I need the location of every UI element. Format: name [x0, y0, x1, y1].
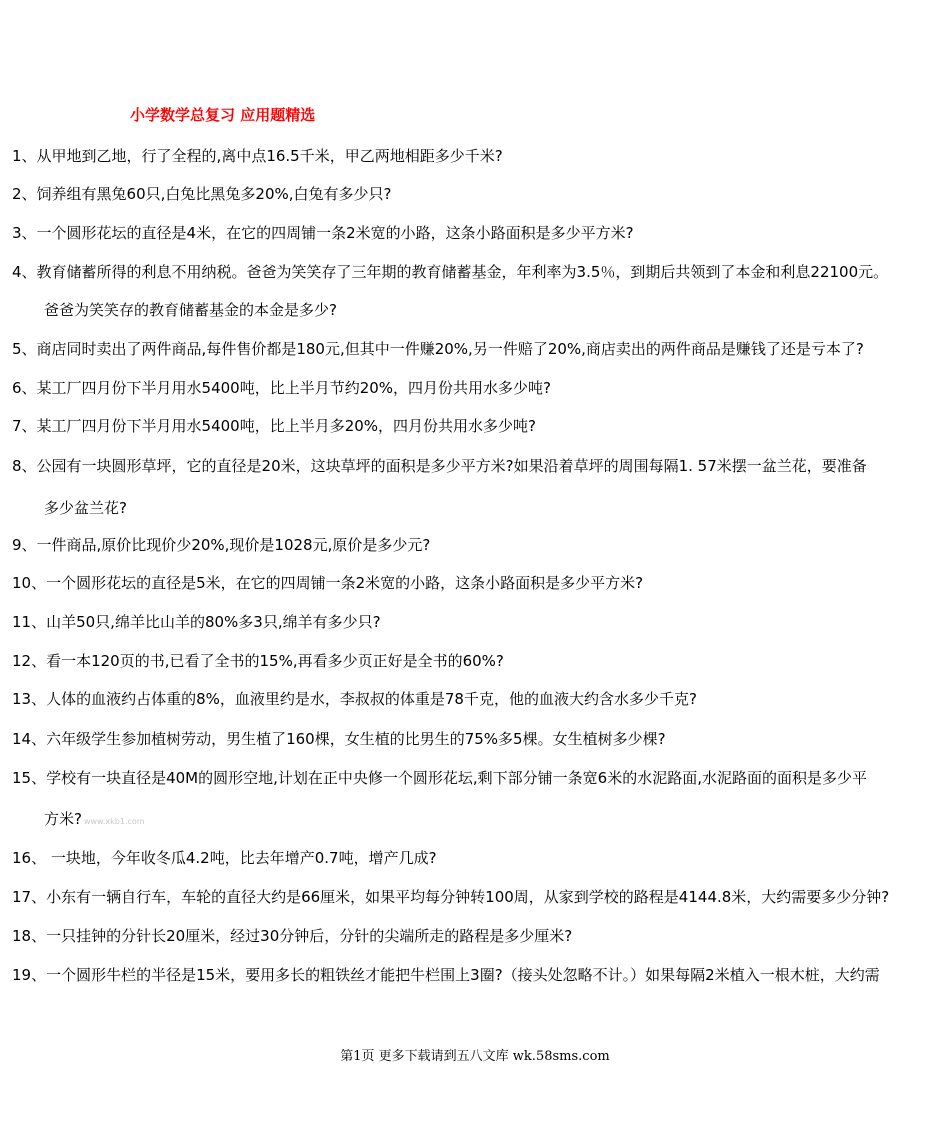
- question-17: 17、小东有一辆自行车，车轮的直径大约是66厘米，如果平均每分钟转100周，从家到学校的路程是4144.8米，大约需要多少分钟?: [12, 888, 890, 906]
- question-5: 5、商店同时卖出了两件商品,每件售价都是180元,但其中一件赚20%,另一件赔了20%,商店卖出的两件商品是赚钱了还是亏本了?: [12, 340, 864, 358]
- question-7: 7、某工厂四月份下半月用水5400吨，比上半月多20%，四月份共用水多少吨?: [12, 417, 537, 435]
- question-18: 18、一只挂钟的分针长20厘米，经过30分钟后，分针的尖端所走的路程是多少厘米?: [12, 927, 573, 945]
- document-title: 小学数学总复习 应用题精选: [130, 106, 316, 124]
- question-11: 11、山羊50只,绵羊比山羊的80%多3只,绵羊有多少只?: [12, 613, 381, 631]
- question-15-continuation-text: 方米?: [44, 810, 82, 828]
- question-2: 2、饲养组有黑兔60只,白兔比黑兔多20%,白兔有多少只?: [12, 185, 392, 203]
- question-12: 12、看一本120页的书,已看了全书的15%,再看多少页正好是全书的60%?: [12, 652, 504, 670]
- question-14: 14、六年级学生参加植树劳动，男生植了160棵，女生植的比男生的75%多5棵。女生植树多少棵?: [12, 730, 666, 748]
- page-footer: 第1页 更多下载请到五八文库 wk.58sms.com: [340, 1049, 610, 1064]
- question-16: 16、 一块地，今年收冬瓜4.2吨，比去年增产0.7吨，增产几成?: [12, 849, 437, 867]
- question-6: 6、某工厂四月份下半月用水5400吨，比上半月节约20%，四月份共用水多少吨?: [12, 379, 552, 397]
- question-13: 13、人体的血液约占体重的8%，血液里约是水，李叔叔的体重是78千克，他的血液大约含水多少千克?: [12, 690, 697, 708]
- question-8-continuation: 多少盆兰花?: [44, 499, 127, 517]
- question-15-continuation: [44, 809, 145, 832]
- question-1: 1、从甲地到乙地，行了全程的,离中点16.5千米，甲乙两地相距多少千米?: [12, 147, 503, 165]
- question-19: 19、一个圆形牛栏的半径是15米，要用多长的粗铁丝才能把牛栏围上3圈?（接头处忽略不计。）如果每隔2米植入一根木桩，大约需: [12, 966, 880, 984]
- question-9: 9、一件商品,原价比现价少20%,现价是1028元,原价是多少元?: [12, 536, 431, 554]
- question-8: 8、公园有一块圆形草坪，它的直径是20米，这块草坪的面积是多少平方米?如果沿着草坪的周围每隔1. 57米摆一盆兰花，要准备: [12, 457, 867, 475]
- question-4: 4、教育储蓄所得的利息不用纳税。爸爸为笑笑存了三年期的教育储蓄基金，年利率为3.5％，到期后共领到了本金和利息22100元。: [12, 263, 889, 281]
- question-3: 3、一个圆形花坛的直径是4米，在它的四周铺一条2米宽的小路，这条小路面积是多少平方米?: [12, 224, 634, 242]
- watermark-text: www.xkb1.com: [83, 817, 145, 826]
- question-15: 15、学校有一块直径是40M的圆形空地,计划在正中央修一个圆形花坛,剩下部分铺一条宽6米的水泥路面,水泥路面的面积是多少平: [12, 769, 867, 787]
- question-10: 10、一个圆形花坛的直径是5米，在它的四周铺一条2米宽的小路，这条小路面积是多少平方米?: [12, 574, 644, 592]
- question-4-continuation: 爸爸为笑笑存的教育储蓄基金的本金是多少?: [44, 301, 337, 319]
